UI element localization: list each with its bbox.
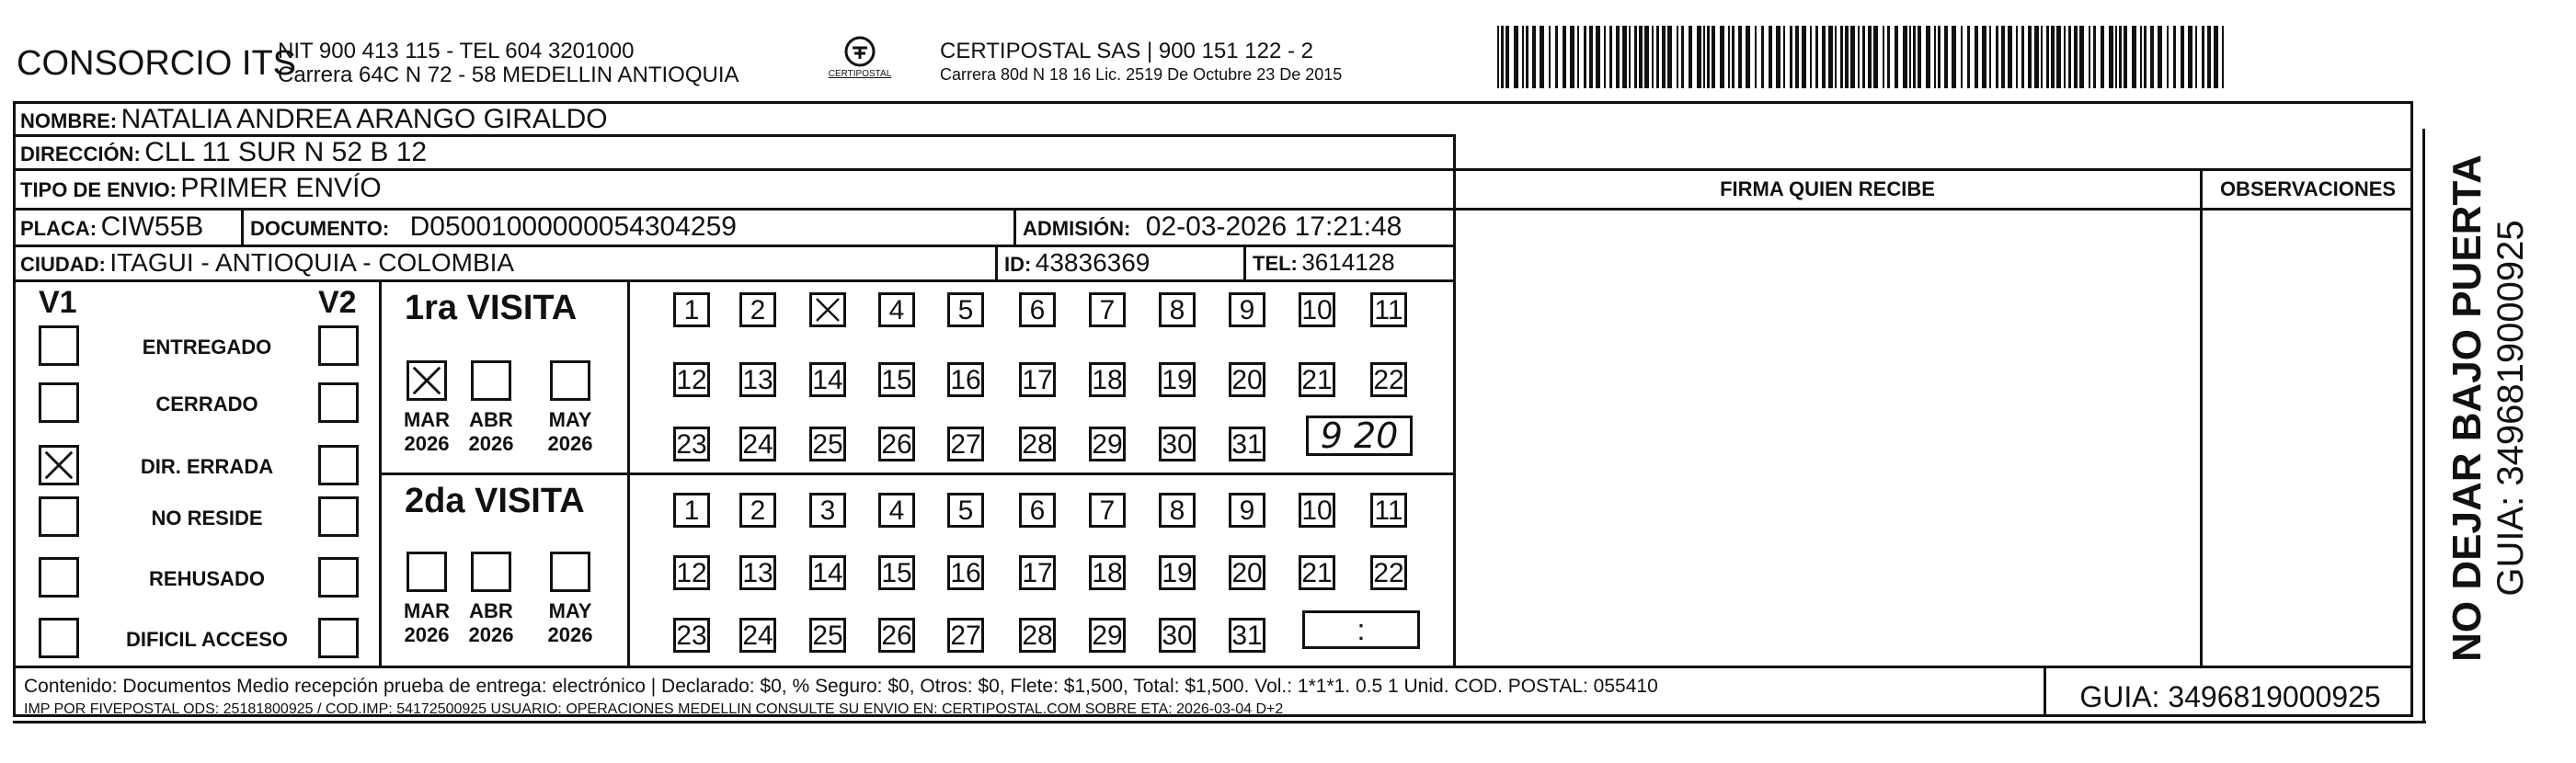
logo-text: CERTIPOSTAL [828, 69, 892, 79]
day-box[interactable]: 20 [1229, 555, 1265, 590]
status-label: NO RESIDE [151, 507, 263, 530]
day-box[interactable]: 7 [1089, 493, 1126, 528]
month-checkbox[interactable] [550, 552, 590, 592]
day-box[interactable]: 22 [1370, 362, 1407, 397]
day-box[interactable]: 17 [1019, 362, 1056, 397]
id-label: ID: [1004, 253, 1032, 276]
certipostal-logo [809, 35, 910, 90]
year-label: 2026 [547, 623, 593, 646]
day-box[interactable]: 14 [809, 555, 846, 590]
month-checkbox[interactable] [550, 360, 590, 401]
day-box[interactable]: 5 [947, 292, 984, 327]
year-label: 2026 [468, 623, 514, 646]
v2-checkbox[interactable] [318, 325, 359, 366]
day-box[interactable]: 20 [1229, 362, 1265, 397]
month-label: MAR [403, 599, 451, 622]
carrier-license: Carrera 80d N 18 16 Lic. 2519 De Octubre 23 De 2015 [940, 65, 1343, 84]
day-box[interactable]: 3 [809, 493, 846, 528]
day-box[interactable]: 26 [878, 618, 915, 653]
day-box[interactable]: 6 [1019, 292, 1056, 327]
footer-content: Contenido: Documentos Medio recepción prueba de entrega: electrónico | Declarado: $0, % Seguro: $0, Otros: $0, Flete: $1,500, Total: $1,500. Vol.: 1*1*1. 0.5 1 Unid. COD. POSTAL: 055410 [24, 676, 1658, 697]
status-label: DIR. ERRADA [140, 455, 274, 478]
first-visit-title: 1ra VISITA [405, 289, 578, 327]
nombre-label: NOMBRE: [20, 109, 118, 132]
day-box[interactable]: 16 [947, 555, 984, 590]
month-checkbox[interactable] [406, 360, 447, 401]
observaciones-header: OBSERVACIONES [2219, 177, 2397, 200]
day-box[interactable]: 9 [1229, 292, 1265, 327]
tipo-envio-label: TIPO DE ENVIO: [20, 178, 177, 201]
day-box[interactable]: 31 [1229, 427, 1265, 461]
day-box[interactable]: 23 [673, 618, 710, 653]
day-box[interactable]: 22 [1370, 555, 1407, 590]
v1-checkbox[interactable] [39, 445, 79, 485]
day-box[interactable]: 6 [1019, 493, 1056, 528]
year-label: 2026 [547, 432, 593, 455]
v2-checkbox[interactable] [318, 445, 359, 485]
footer-imp: IMP POR FIVEPOSTAL ODS: 25181800925 / COD.IMP: 54172500925 USUARIO: OPERACIONES MEDELLIN CONSULTE SU ENVIO EN: CERTIPOSTAL.COM SOBRE ETA: 2026-03-04 D+2 [24, 701, 1284, 717]
day-box[interactable]: 14 [809, 362, 846, 397]
day-box[interactable]: 21 [1299, 555, 1335, 590]
day-box[interactable]: 17 [1019, 555, 1056, 590]
ciudad-value: ITAGUI - ANTIOQUIA - COLOMBIA [109, 248, 515, 277]
day-box[interactable]: 18 [1089, 555, 1126, 590]
v1-label: V1 [39, 285, 77, 320]
day-box[interactable]: 2 [739, 493, 776, 528]
day-box[interactable]: 29 [1089, 618, 1126, 653]
carrier-name: CERTIPOSTAL SAS | 900 151 122 - 2 [940, 39, 1313, 63]
ciudad-label: CIUDAD: [20, 253, 106, 276]
day-box[interactable]: 27 [947, 427, 984, 461]
status-label: DIFICIL ACCESO [125, 628, 288, 651]
day-box[interactable]: 21 [1299, 362, 1335, 397]
v2-checkbox[interactable] [318, 618, 359, 658]
day-box[interactable]: 2 [739, 292, 776, 327]
company-nit: NIT 900 413 115 - TEL 604 3201000 [278, 39, 635, 63]
day-box[interactable]: 24 [739, 618, 776, 653]
first-visit-time: 9 20 [1306, 416, 1413, 456]
month-label: MAR [403, 408, 451, 431]
month-label: MAY [548, 599, 592, 622]
v2-checkbox[interactable] [318, 382, 359, 423]
year-label: 2026 [468, 432, 514, 455]
day-box[interactable]: 5 [947, 493, 984, 528]
day-box[interactable]: 24 [739, 427, 776, 461]
day-box[interactable]: 9 [1229, 493, 1265, 528]
second-visit-time: : [1302, 610, 1420, 649]
day-box[interactable]: 15 [878, 362, 915, 397]
month-checkbox[interactable] [406, 552, 447, 592]
day-box[interactable]: 13 [739, 362, 776, 397]
documento-label: DOCUMENTO: [250, 217, 390, 240]
recipient-address: CLL 11 SUR N 52 B 12 [144, 137, 428, 167]
month-checkbox[interactable] [471, 552, 511, 592]
direccion-label: DIRECCIÓN: [20, 142, 141, 165]
day-box[interactable]: 19 [1159, 555, 1196, 590]
v1-checkbox[interactable] [39, 325, 79, 366]
day-box[interactable]: 28 [1019, 618, 1056, 653]
second-visit-title: 2da VISITA [405, 482, 585, 520]
day-box[interactable]: 1 [673, 292, 710, 327]
day-box[interactable]: 16 [947, 362, 984, 397]
tel-label: TEL: [1253, 252, 1298, 275]
month-label: ABR [469, 599, 513, 622]
day-box[interactable]: 31 [1229, 618, 1265, 653]
day-box[interactable]: 7 [1089, 292, 1126, 327]
day-box[interactable]: 26 [878, 427, 915, 461]
firma-header: FIRMA QUIEN RECIBE [1720, 177, 1935, 200]
tipo-envio-value: PRIMER ENVÍO [180, 173, 382, 203]
company-name: CONSORCIO ITS [17, 44, 297, 83]
month-checkbox[interactable] [471, 360, 511, 401]
day-box[interactable]: 23 [673, 427, 710, 461]
day-box[interactable]: 27 [947, 618, 984, 653]
day-box[interactable]: 10 [1299, 493, 1335, 528]
day-box[interactable]: 29 [1089, 427, 1126, 461]
v1-checkbox[interactable] [39, 496, 79, 537]
day-box[interactable]: 30 [1159, 618, 1196, 653]
day-box[interactable]: 15 [878, 555, 915, 590]
recipient-name: NATALIA ANDREA ARANGO GIRALDO [120, 104, 608, 134]
day-box[interactable]: 19 [1159, 362, 1196, 397]
logo-icon [841, 35, 878, 68]
year-label: 2026 [404, 623, 450, 646]
v2-checkbox[interactable] [318, 557, 359, 598]
v1-checkbox[interactable] [39, 618, 79, 658]
admision-label: ADMISIÓN: [1023, 217, 1131, 240]
day-box[interactable]: 12 [673, 362, 710, 397]
admision-value: 02-03-2026 17:21:48 [1145, 211, 1402, 242]
day-box[interactable] [809, 292, 846, 327]
company-address: Carrera 64C N 72 - 58 MEDELLIN ANTIOQUIA [278, 63, 739, 87]
day-box[interactable]: 25 [809, 427, 846, 461]
placa-value: CIW55B [100, 211, 204, 242]
v1-checkbox[interactable] [39, 557, 79, 598]
day-box[interactable]: 1 [673, 493, 710, 528]
side-warning: NO DEJAR BAJO PUERTA [2444, 154, 2490, 662]
status-label: REHUSADO [149, 567, 265, 590]
day-box[interactable]: 8 [1159, 292, 1196, 327]
day-box[interactable]: 25 [809, 618, 846, 653]
day-box[interactable]: 18 [1089, 362, 1126, 397]
status-label: CERRADO [155, 393, 258, 416]
v2-label: V2 [318, 285, 357, 320]
tel-value: 3614128 [1301, 248, 1395, 276]
day-box[interactable]: 13 [739, 555, 776, 590]
day-box[interactable]: 11 [1370, 493, 1407, 528]
v2-checkbox[interactable] [318, 496, 359, 537]
day-box[interactable]: 4 [878, 292, 915, 327]
month-label: MAY [548, 408, 592, 431]
day-box[interactable]: 10 [1299, 292, 1335, 327]
status-label: ENTREGADO [142, 336, 272, 359]
month-label: ABR [469, 408, 513, 431]
day-box[interactable]: 28 [1019, 427, 1056, 461]
day-box[interactable]: 8 [1159, 493, 1196, 528]
day-box[interactable]: 11 [1370, 292, 1407, 327]
day-box[interactable]: 4 [878, 493, 915, 528]
v1-checkbox[interactable] [39, 382, 79, 423]
barcode [1497, 26, 2227, 88]
id-value: 43836369 [1035, 248, 1151, 277]
placa-label: PLACA: [20, 217, 97, 240]
documento-value: D05001000000054304259 [409, 211, 737, 242]
day-box[interactable]: 30 [1159, 427, 1196, 461]
day-box[interactable]: 12 [673, 555, 710, 590]
side-guia: GUIA: 3496819000925 [2490, 220, 2531, 597]
year-label: 2026 [404, 432, 450, 455]
footer-guia: GUIA: 3496819000925 [2079, 680, 2381, 713]
